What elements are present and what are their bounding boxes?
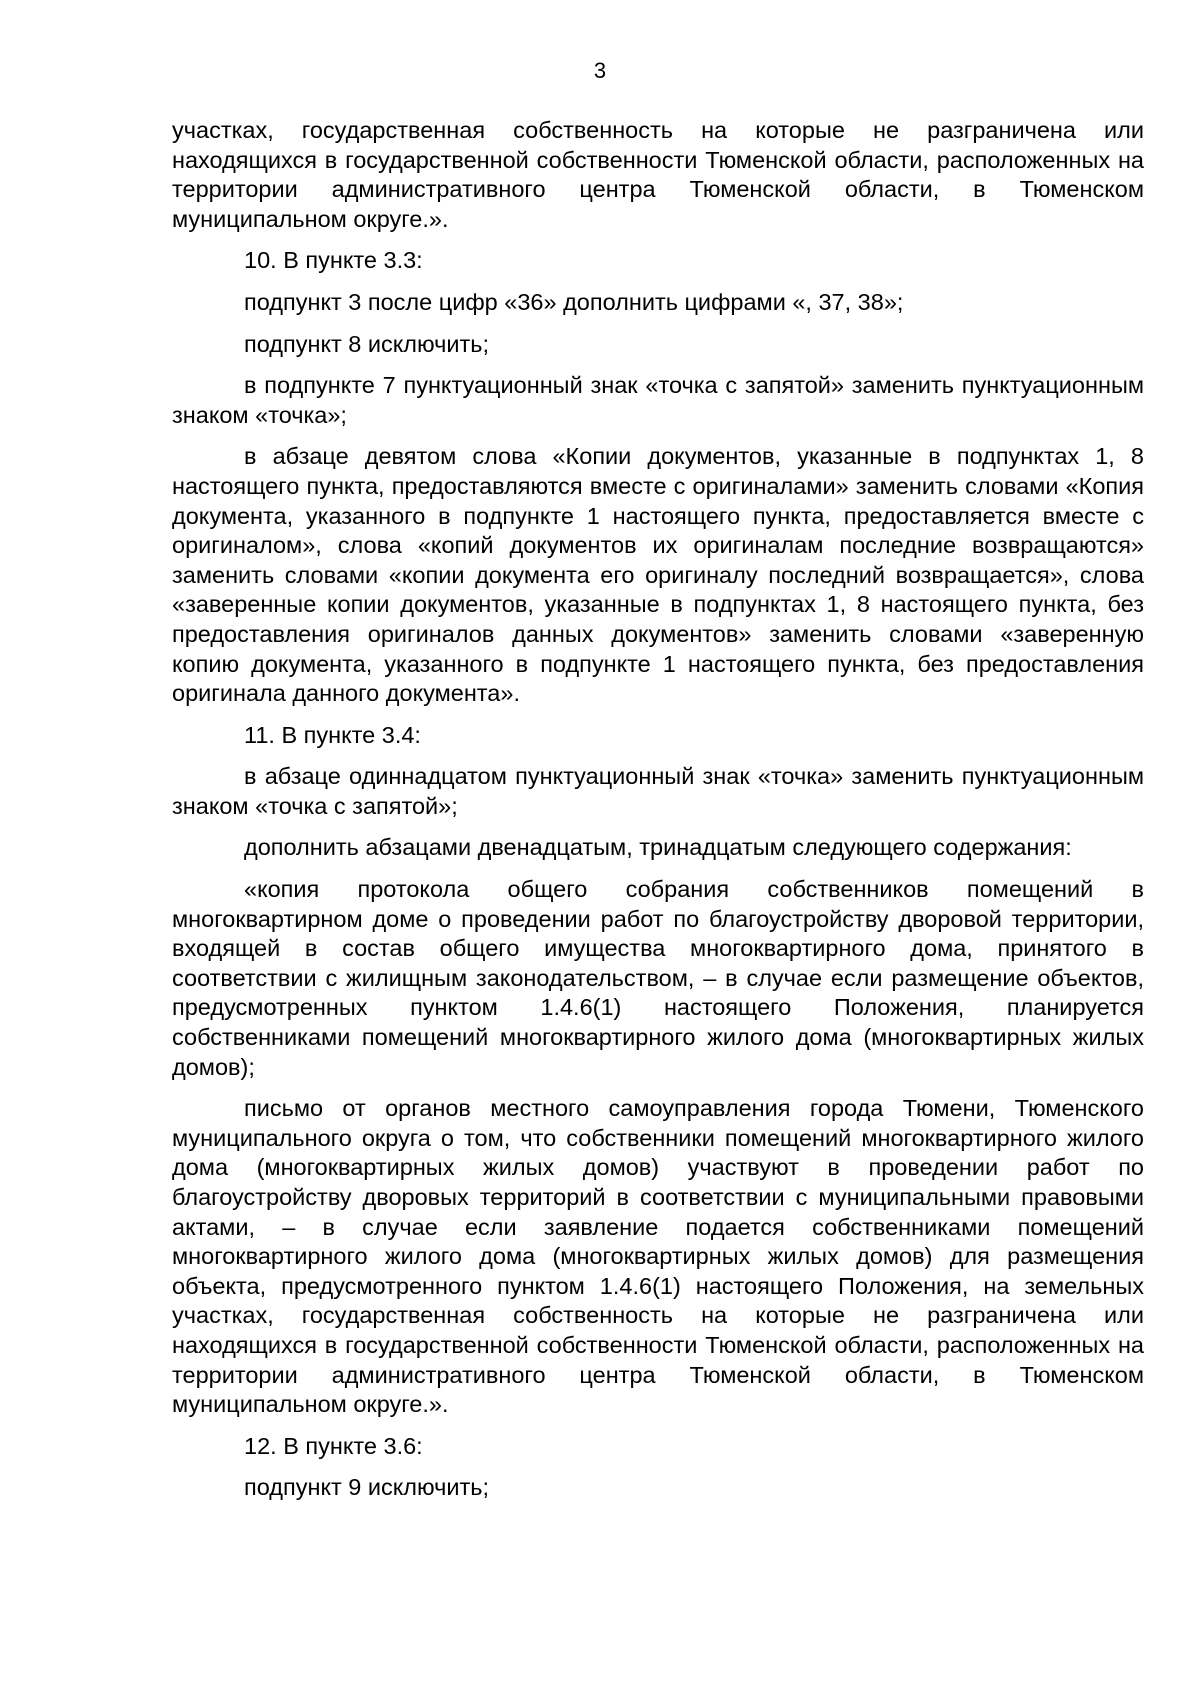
- paragraph-item-10-heading: 10. В пункте 3.3:: [244, 247, 423, 274]
- paragraph-add-abzacs: дополнить абзацами двенадцатым, тринадцатым следующего содержания:: [244, 834, 1072, 861]
- paragraph-continuation: участках, государственная собственность на которые не разграничена или находящихся в государственной собственности Тюменской области, расположенных на территории административного центра Тюменской области, в Тюменском муниципальном округе.».: [172, 117, 1144, 232]
- paragraph-letter: письмо от органов местного самоуправления города Тюмени, Тюменского муниципального округа о том, что собственники помещений многоквартирного жилого дома (многоквартирных жилых домов) участвуют в проведении работ по благоустройству дворовых территорий в соответствии с муниципальными правовыми актами, – в случае если заявление подается собственниками помещений многоквартирного жилого дома (многоквартирных жилых домов) для размещения объекта, предусмотренного пунктом 1.4.6(1) настоящего Положения, на земельных участках, государственная собственность на которые не разграничена или находящихся в государственной собственности Тюменской области, расположенных на территории административного центра Тюменской области, в Тюменском муниципальном округе.».: [172, 1095, 1144, 1418]
- paragraph-subitem-9: подпункт 9 исключить;: [244, 1474, 490, 1501]
- paragraph-subitem-7: в подпункте 7 пунктуационный знак «точка с запятой» заменить пунктуационным знаком «точка»;: [172, 372, 1144, 428]
- document-body: [172, 116, 1144, 1515]
- paragraph-item-12-heading: 12. В пункте 3.6:: [244, 1432, 423, 1459]
- paragraph-subitem-8: подпункт 8 исключить;: [244, 330, 490, 357]
- paragraph-subitem-3: подпункт 3 после цифр «36» дополнить цифрами «, 37, 38»;: [244, 288, 904, 315]
- paragraph-protocol-copy: «копия протокола общего собрания собственников помещений в многоквартирном доме о проведении работ по благоустройству дворовой территории, входящей в состав общего имущества многоквартирного дома, принятого в соответствии с жилищным законодательством, – в случае если размещение объектов, предусмотренных пунктом 1.4.6(1) настоящего Положения, планируется собственниками помещений многоквартирного жилого дома (многоквартирных жилых домов);: [172, 876, 1144, 1080]
- paragraph-eleventh-abzac: в абзаце одиннадцатом пунктуационный знак «точка» заменить пунктуационным знаком «точка с запятой»;: [172, 763, 1144, 819]
- paragraph-item-11-heading: 11. В пункте 3.4:: [244, 721, 421, 748]
- paragraph-ninth-abzac: в абзаце девятом слова «Копии документов, указанные в подпунктах 1, 8 настоящего пункта, предоставляются вместе с оригиналами» заменить словами «Копия документа, указанного в подпункте 1 настоящего пункта, предоставляется вместе с оригиналом», слова «копий документов их оригиналам последние возвращаются» заменить словами «копии документа его оригиналу последний возвращается», слова «заверенные копии документов, указанные в подпунктах 1, 8 настоящего пункта, без предоставления оригиналов данных документов» заменить словами «заверенную копию документа, указанного в подпункте 1 настоящего пункта, без предоставления оригинала данного документа».: [172, 443, 1144, 707]
- page-number: 3: [593, 58, 607, 83]
